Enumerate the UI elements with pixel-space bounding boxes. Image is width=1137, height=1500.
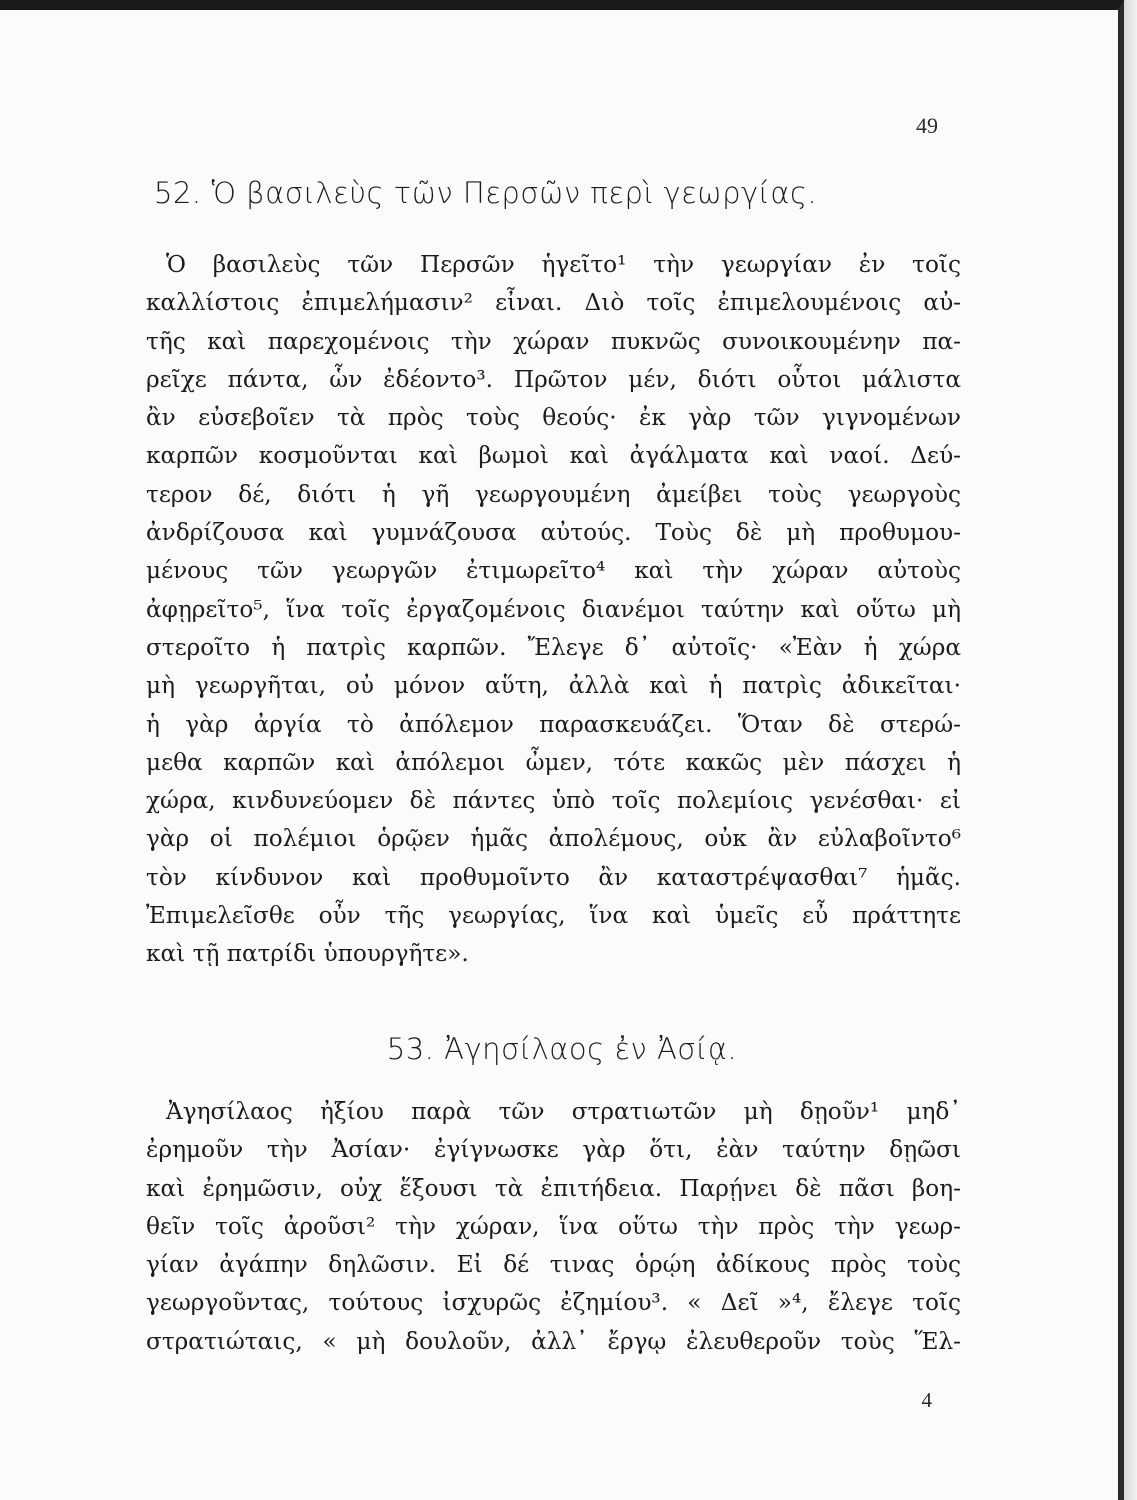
text-line: μεθα καρπῶν καὶ ἀπόλεμοι ὦμεν, τότε κακῶς μὲν πάσχει ἡ (146, 748, 961, 776)
text-line: ἀφῃρεῖτο⁵, ἵνα τοῖς ἐργαζομένοις διανέμοι ταύτην καὶ οὕτω μὴ (146, 595, 961, 623)
text-line: τῆς καὶ παρεχομένοις τὴν χώραν πυκνῶς συνοικουμένην πα- (146, 327, 961, 355)
page-edge (1124, 0, 1137, 1500)
text-line: ἡ γὰρ ἀργία τὸ ἀπόλεμον παρασκευάζει. Ὅταν δὲ στερώ- (146, 710, 961, 738)
text-line: Ὁ βασιλεὺς τῶν Περσῶν ἡγεῖτο¹ τὴν γεωργίαν ἐν τοῖς (166, 251, 961, 278)
text-line: Ἐπιμελεῖσθε οὖν τῆς γεωργίας, ἵνα καὶ ὑμεῖς εὖ πράττητε (146, 902, 961, 930)
text-line: καρπῶν κοσμοῦνται καὶ βωμοὶ καὶ ἀγάλματα καὶ ναοί. Δεύ- (146, 442, 961, 470)
signature-mark: 4 (921, 1388, 932, 1412)
section-52-heading: 52. Ὁ βασιλεὺς τῶν Περσῶν περὶ γεωργίας. (154, 176, 818, 210)
text-line: μὴ γεωργῆται, οὐ μόνον αὕτη, ἀλλὰ καὶ ἡ πατρὶς ἀδικεῖται· (146, 672, 961, 700)
text-line: μένους τῶν γεωργῶν ἐτιμωρεῖτο⁴ καὶ τὴν χώραν αὐτοὺς (146, 557, 961, 585)
text-line: καὶ ἐρημῶσιν, οὐχ ἕξουσι τὰ ἐπιτήδεια. Παρῄνει δὲ πᾶσι βοη- (146, 1174, 961, 1202)
text-line: στρατιώταις, « μὴ δουλοῦν, ἀλλ᾽ ἔργῳ ἐλευθεροῦν τοὺς Ἕλ- (146, 1327, 961, 1355)
text-line: ἀνδρίζουσα καὶ γυμνάζουσα αὐτούς. Τοὺς δὲ μὴ προθυμου- (146, 519, 961, 547)
text-line: θεῖν τοῖς ἀροῦσι² τὴν χώραν, ἵνα οὕτω τὴν πρὸς τὴν γεωρ- (146, 1212, 961, 1240)
page-number: 49 (916, 113, 938, 138)
text-line: γὰρ οἱ πολέμιοι ὁρῷεν ἡμᾶς ἀπολέμους, οὐκ ἂν εὐλαβοῖντο⁶ (146, 825, 961, 853)
section-53-text (146, 1093, 961, 1361)
text-line: γεωργοῦντας, τούτους ἰσχυρῶς ἐζημίου³. « Δεῖ »⁴, ἔλεγε τοῖς (146, 1289, 961, 1317)
text-line: Ἀγησίλαος ἠξίου παρὰ τῶν στρατιωτῶν μὴ δῃοῦν¹ μηδ᾽ (166, 1098, 961, 1125)
text-line: στεροῖτο ἡ πατρὶς καρπῶν. Ἔλεγε δ᾽ αὐτοῖς· «Ἐὰν ἡ χώρα (146, 633, 961, 661)
text-line: τὸν κίνδυνον καὶ προθυμοῖντο ἂν καταστρέψασθαι⁷ ἡμᾶς. (146, 863, 961, 891)
text-line: χώρα, κινδυνεύομεν δὲ πάντες ὑπὸ τοῖς πολεμίοις γενέσθαι· εἰ (146, 787, 961, 815)
text-line: ἂν εὐσεβοῖεν τὰ πρὸς τοὺς θεούς· ἐκ γὰρ τῶν γιγνομένων (146, 404, 961, 432)
text-line: καλλίστοις ἐπιμελήμασιν² εἶναι. Διὸ τοῖς ἐπιμελουμένοις αὐ- (146, 289, 961, 317)
text-line: ρεῖχε πάντα, ὧν ἐδέοντο³. Πρῶτον μέν, διότι οὗτοι μάλιστα (146, 365, 961, 393)
section-52-text (146, 246, 961, 974)
text-line: γίαν ἀγάπην δηλῶσιν. Εἰ δέ τινας ὁρῴη ἀδίκους πρὸς τοὺς (146, 1251, 961, 1279)
section-53-heading: 53. Ἀγησίλαος ἐν Ἀσίᾳ. (386, 1032, 738, 1066)
text-line: τερον δέ, διότι ἡ γῆ γεωργουμένη ἀμείβει τοὺς γεωργοὺς (146, 480, 961, 508)
text-line: καὶ τῇ πατρίδι ὑπουργῆτε». (146, 940, 469, 968)
text-line: ἐρημοῦν τὴν Ἀσίαν· ἐγίγνωσκε γὰρ ὅτι, ἐὰν ταύτην δῃῶσι (146, 1136, 961, 1164)
